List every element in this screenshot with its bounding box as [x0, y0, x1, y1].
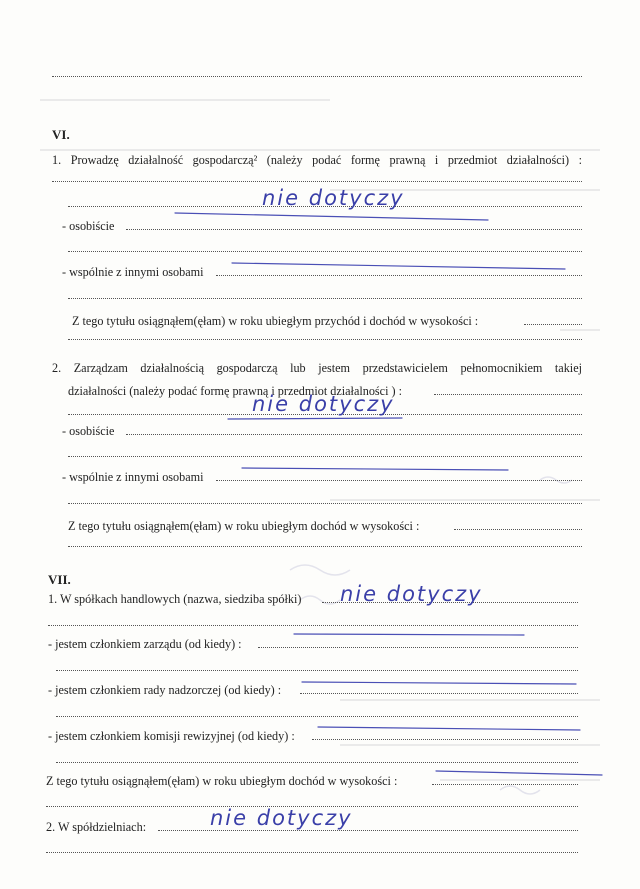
section6-item1-text: 1. Prowadzę działalność gospodarczą² (należy podać formę prawną i przedmiot działalności) :: [52, 153, 582, 167]
label-wspolnie: - wspólnie z innymi osobami: [62, 265, 204, 279]
label-osobiscie: - osobiście: [62, 219, 115, 233]
income-label-2: Z tego tytułu osiągnąłem(ęłam) w roku ubiegłym dochód w wysokości :: [68, 519, 420, 533]
handwritten-answer: nie dotyczy: [340, 582, 483, 606]
section7-item2-text: 2. W spółdzielniach:: [46, 820, 147, 834]
label-komisja: - jestem członkiem komisji rewizyjnej (od kiedy) :: [48, 729, 295, 743]
label-wspolnie-2: - wspólnie z innymi osobami: [62, 470, 204, 484]
label-zarzad: - jestem członkiem zarządu (od kiedy) :: [48, 637, 242, 651]
label-rada: - jestem członkiem rady nadzorczej (od kiedy) :: [48, 683, 282, 697]
section-heading-vi: VI.: [52, 127, 70, 142]
section6-item2-line1: 2. Zarządzam działalnością gospodarczą lub jestem przedstawicielem pełnomocnikiem takiej: [52, 361, 582, 375]
handwritten-answer: nie dotyczy: [252, 392, 395, 416]
section6-item2-line2: działalności (należy podać formę prawną i przedmiot działalności ) :: [68, 384, 403, 398]
income-label-1: Z tego tytułu osiągnąłem(ęłam) w roku ubiegłym przychód i dochód w wysokości :: [72, 314, 479, 328]
income-label-vii: Z tego tytułu osiągnąłem(ęłam) w roku ubiegłym dochód w wysokości :: [46, 774, 398, 788]
label-osobiscie-2: - osobiście: [62, 424, 115, 438]
section-heading-vii: VII.: [48, 572, 71, 587]
section7-item1-text: 1. W spółkach handlowych (nazwa, siedziba spółki): [48, 592, 302, 606]
handwritten-answer: nie dotyczy: [210, 806, 353, 830]
handwritten-answer: nie dotyczy: [262, 186, 405, 210]
